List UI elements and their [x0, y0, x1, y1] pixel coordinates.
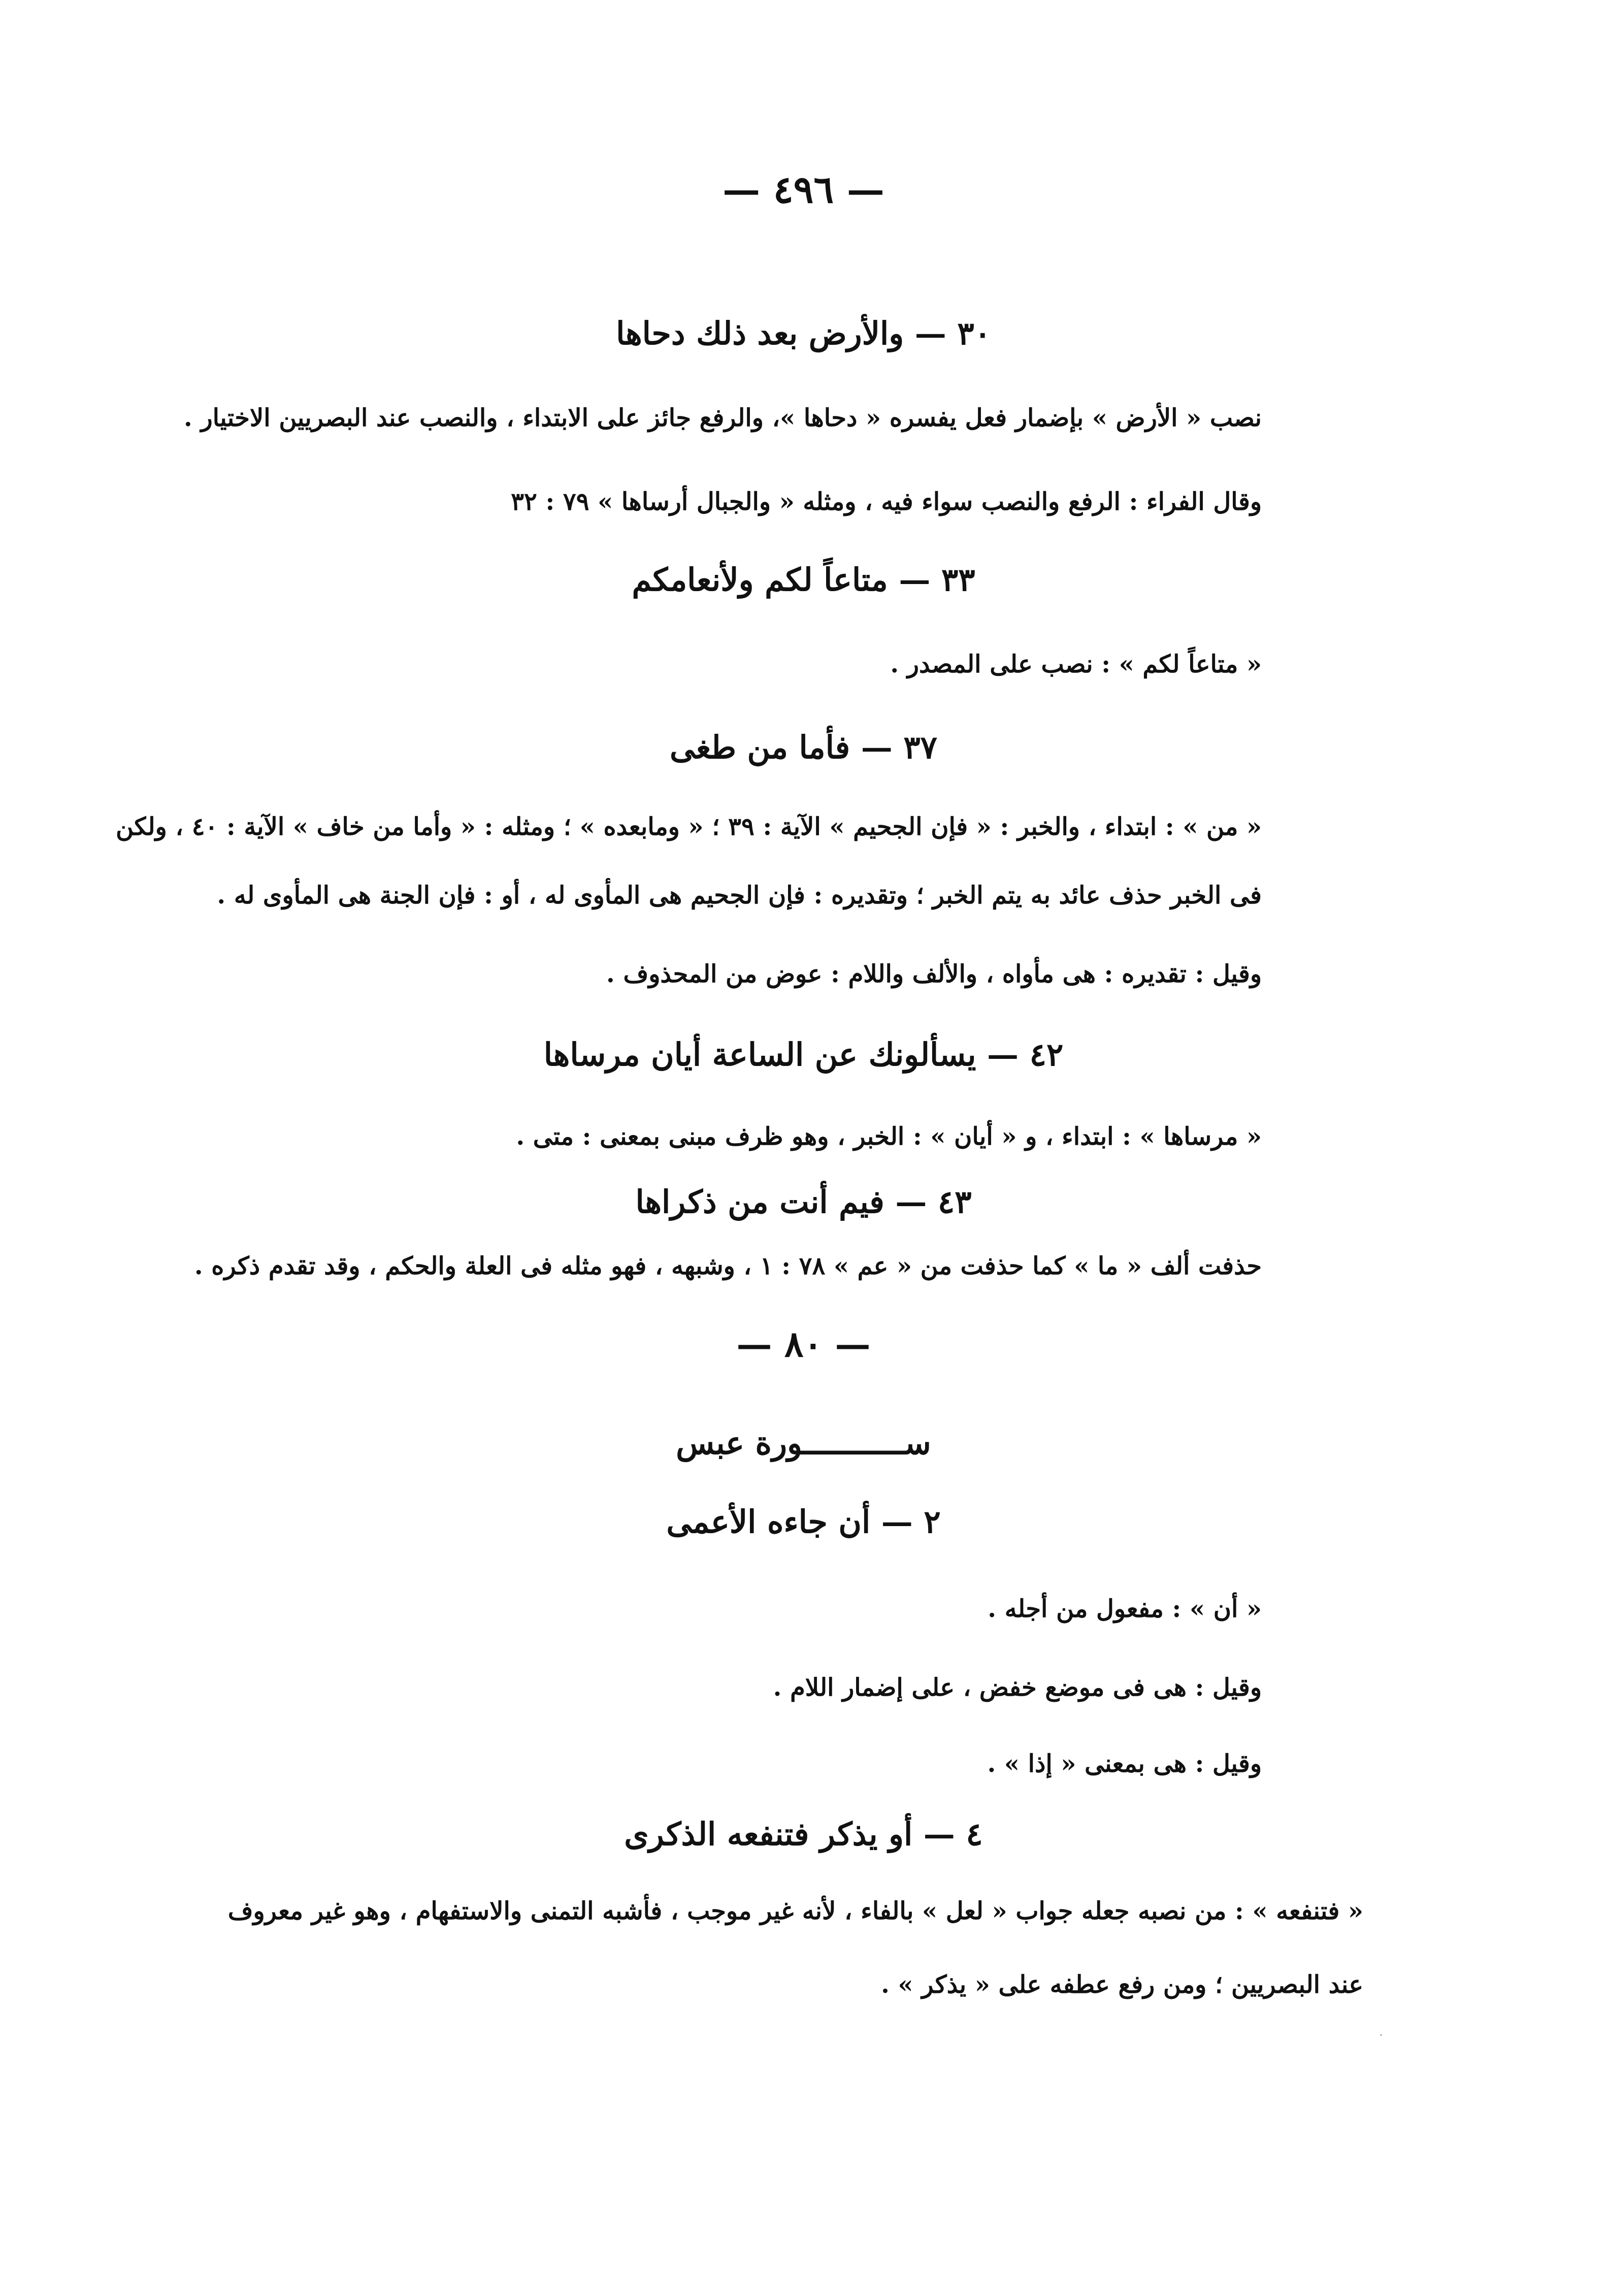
commentary-line: عند البصريين ؛ ومن رفع عطفه على « يذكر » .: [881, 1970, 1363, 1999]
commentary-line: وقيل : هى فى موضع خفض ، على إضمار اللام .: [773, 1673, 1262, 1702]
verse-heading-2: ٢ — أن جاءه الأعمى: [666, 1503, 941, 1540]
surah-title: ســـــــــــورة عبس: [676, 1425, 931, 1462]
verse-heading-43: ٤٣ — فيم أنت من ذكراها: [635, 1183, 972, 1220]
verse-heading-4: ٤ — أو يذكر فتنفعه الذكرى: [624, 1816, 983, 1853]
scan-speck: [1380, 2034, 1382, 2036]
commentary-line: « مرساها » : ابتداء ، و « أيان » : الخبر ، وهو ظرف مبنى بمعنى : متى .: [516, 1122, 1262, 1151]
commentary-line: وقيل : هى بمعنى « إذا » .: [987, 1750, 1262, 1778]
page-number: — ٤٩٦ —: [723, 168, 884, 212]
verse-heading-42: ٤٢ — يسألونك عن الساعة أيان مرساها: [543, 1036, 1064, 1073]
verse-heading-30: ٣٠ — والأرض بعد ذلك دحاها: [616, 315, 991, 352]
verse-heading-33: ٣٣ — متاعاً لكم ولأنعامكم: [632, 561, 975, 598]
commentary-line: « متاعاً لكم » : نصب على المصدر .: [890, 650, 1262, 678]
commentary-line: فى الخبر حذف عائد به يتم الخبر ؛ وتقديره : فإن الجحيم هى المأوى له ، أو : فإن الجنة هى المأوى له .: [217, 881, 1262, 910]
commentary-line: حذفت ألف « ما » كما حذفت من « عم » ٧٨ : ١ ، وشبهه ، فهو مثله فى العلة والحكم ، وقد تقدم ذكره .: [194, 1252, 1262, 1280]
commentary-line: « أن » : مفعول من أجله .: [988, 1595, 1262, 1623]
commentary-line: « من » : ابتداء ، والخبر : « فإن الجحيم » الآية : ٣٩ ؛ « ومابعده » ؛ ومثله : « وأما من خاف » الآية : ٤٠ ، ولكن: [115, 813, 1262, 841]
commentary-line: « فتنفعه » : من نصبه جعله جواب « لعل » بالفاء ، لأنه غير موجب ، فأشبه التمنى والاستفهام ، وهو غير معروف: [227, 1897, 1363, 1925]
surah-number: — ٨٠ —: [736, 1323, 871, 1365]
verse-heading-37: ٣٧ — فأما من طغى: [670, 729, 937, 766]
commentary-line: وقال الفراء : الرفع والنصب سواء فيه ، ومثله « والجبال أرساها » ٧٩ : ٣٢: [511, 488, 1262, 516]
commentary-line: وقيل : تقديره : هى مأواه ، والألف واللام : عوض من المحذوف .: [606, 960, 1262, 988]
commentary-line: نصب « الأرض » بإضمار فعل يفسره « دحاها »، والرفع جائز على الابتداء ، والنصب عند البصريين الاختيار .: [184, 404, 1262, 432]
